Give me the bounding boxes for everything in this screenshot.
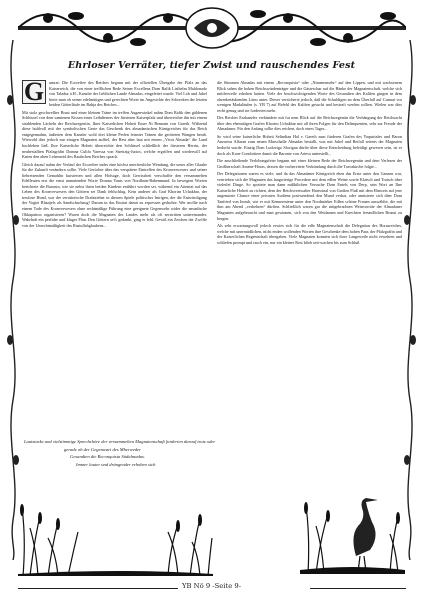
verse-line: Lautstarke und vielstimmige Sprechchöre der versammelten Magnatenschaft forderten darauf trotz oder (24, 439, 216, 444)
paragraph: So wird seine kaiserliche Hoheit Selindian Hal v. Gareth zum fürderen Grafen des Yaquirtales und Baron Anzurius Alfaran zum neuen Marschalle Almadas bestallt, was mit Jubel und Beifall seitens der Magnaten bedacht wurde. Einzig Dom Ludovigo Sforigan dürfte über diese Entscheidung beleidigt gewesen sein, ist er doch als Kron-Condottiere damit die Baronie von Artesa unterstellt... (217, 133, 402, 156)
paragraph: Die anschließende Verlobungsfeier begann mit einer kleinen Rede der Reichsregentin und dem Verlesen der Großherschaft Amene-Horas, dessen die vorbereitete Verkündung durch die Travakirche folgte... (217, 158, 402, 169)
article-title: Ehrloser Verräter, tiefer Zwist und rauschendes Fest (67, 60, 356, 71)
paragraph: umrat: Die Ecorefiee des Reiches begann mit der offiziellen Übergabe der Pfalz an das Kaiserreich, die von einer trefflichen Rede Seiner Excellenz Dom Rafik Listhelm Maldonado von Taladur ä.H., Kanzler der lieblichen Lande Almadas, eingeleitet wurde. Viel Lob und Jubel hörte man ob seiner edelmütigen und gerechten Worte im Angesichte der Schrecken der letzten beiden Götterläufe im Rahja des Reiches... (49, 80, 207, 108)
paragraph: Mit stolz geschwellter Brust und einer kleinen Träne im treffen Augenwinkel nahm Dom Rafik den güldenen Schlüssel von dem samtenen Kissen eines Leibdieners der fürsteren Kaiserpfalz und überreichte ihn mit einem strahlenden Lächeln der Reichsregentin, Ihrer Kaiserlichen Hoheit Emer Ni Bennain von Gareth. Während diese huldvoll mit der symbolischen Geste das Geschenk des almadanischen Königreiches für das Reich entgegennahm, äußerten dem Kanzler wohl drei kleine Perlen feinster Tränen die geröteten Wangen herab. Wiewohl dies jedoch nur einigen Magnaten auffiel, der Rest aber laut mit einem „Vivat Almada“ die Land hochleben ließ. Ihre Kaiserliche Hoheit überreichte den Schlüssel schließlich der fürsteren Herrin, der neubestallten Pfalzgräfin Domna Culifa Varessa von Streitzig-Jurios, welche ergriffen und wiederwill auf Knien den alten Lehenseid des Raulschen Reiches sprach. (22, 109, 207, 160)
verse-line: gerade ob der Gegenwart des Mherweder (64, 446, 141, 452)
paragraph: die Stimmen Almadas mit einem „Reconquista“ oder „Nimmermehr“ auf den Lippen, und mit wachsenem Blick sahen die hohen Reichswürdenträger und die Gästeschar auf die Bänke der Magnatenschaft, welche sich mittlerweile erhoben hatten. Viele der beschwichtigenden Worte des Gesandten des Kalifen gingen in dem ohrenbetäubenden Lärm unter. Dieser versicherte jedoch, daß die Schuldigen an dem Überfall auf Cumrat vor wenigen Madaläufen (s. YB 7) auf Befehl des Kalifen gesucht und bestraft werden sollten. Wielen war dies recht genug und sie forderten mehr. (217, 80, 402, 113)
paragraph: Gleich darauf nahm der Verlauf der Ecorefiee indes eine höchst unerfreuliche Wendung, die unser aller Glaube für die Zukunft verändern sollte. Viele Gerüchte über das verspätete Eintreffen des Kronverwesers und seiner liebreizenden Gemahlin kursierten und allen Hofsage, doch Gewissheit verschaffte den versammelten Edelleuten erst die ernst anmutenden Worte Domna Yanis von Nordhain-Rabenmund. In bewegten Worten berichtete die Baronin, wie sie nebst ihren beiden Kindern entführt worden sei, während ein Attentat auf das Leben des Kronverwesers den Göttern sei Dank fehlschlug. Kein anderer als Graf Khorim Uchakbar, der treulose Hund, war der verräterische Drahtzieher in diesem Spiele politischer Intrigen, der die Entwürdigung der Vogtei Blautjels als Sandschachzug! Darum in das Emirat damit zu erpressen gedachte. Wer mollte nach einem Tode des Kronverwesers ohne rechtmäßige Führung eine geeignete Gegenwehr wider die neuadische Okkupation organisieren? Waren doch die Magnaten des Landes mehr als oft zerstritten untereinander. Wahrhaft ein perfider und kluger Plan. Den Göttern sei's gedankt, ging er fehl. Gewiß ein Zeichen der Zwölfe von der Unrechtmäßigkeit des Rastullahglaubens... (22, 161, 207, 228)
right-text-column (217, 80, 402, 550)
left-vine-border (6, 40, 20, 560)
paragraph: Der Delegationen waren es viele, und da das Almadaner Königreich eben das Erste unter den Ganzen war, vertrieben sich die Magnaten das langwierige Procedere mit dem edlen Weine sowie Klatsch und Tratsch über vielerlei Dinge. So spottete man dann mißbilichen Versuche Dom Entels von Derp, sein Wort an Ihre Kaiserliche Hoheit zu richten, dem der Reichsvertwalter Hartwinal von Großen Fluß mit dem Hinweis auf jene ungenutzte Chance einer privaten Audienz postwendend den Mund verbat, oder amüsierte sich über Dom Tanfried von Imrah, wie er mit Kennermiene unter den Nordmärker Edlen schöne Frauen auswählte, die mit ihm am Abend „verkehren“ dürften. Schließlich waren gar die mitgebrachten Weinvorräte der Almadaner Magnaten aufgebraucht und man gewinnen, sich von den Weidamen und Knechten freundlichen Brunst zu bergen. (217, 171, 402, 221)
paragraph: Des Reiches Erzkanzler verkündete mit fut nem Blick auf die Reichsregentin die Verhängung der Reichsacht über den ehemaligen Grafen Khorim Uchakbar mit all ihren Folgen für den Delinquenten, sehr zur Freude der Almadaner. Für den Anfang sollte dies reichen, doch eines Tages... (217, 115, 402, 132)
page-footer: YB Nö 9 -Seite 9- (181, 582, 241, 590)
heron-bird (353, 498, 378, 572)
left-text-column (22, 80, 207, 432)
right-vine-border (403, 40, 417, 560)
paragraph: Als sehr erwartungsvoll jedoch erwies sich für die edle Magnatenschaft die Delegation des Horasreiches, welche mit unermüdlichen, nicht enden wollenden Worten ihre Geschenke dem hohen Paar, der Pfalzgräfin und der Kaiserlichen Regentschaft übergaben. Viele Magnaten konnten sich ihrer Langeweile nicht erwehren und schliefen prompt und rasch ein, nur ein kleiner Rest blieb seit-wachen bis zum Schluß (217, 223, 402, 245)
verse-line: Immer lauter und drängender erhoben sich (76, 461, 156, 467)
italic-verse-block (24, 438, 216, 468)
reeds-illustration-left (18, 498, 213, 576)
crest-emblem (186, 8, 238, 48)
verse-line: Gesandten die Reconquista Südalmadas. (70, 454, 146, 460)
drop-cap: G (23, 80, 45, 106)
top-vine-ornament (18, 6, 406, 50)
heron-illustration (300, 486, 405, 574)
